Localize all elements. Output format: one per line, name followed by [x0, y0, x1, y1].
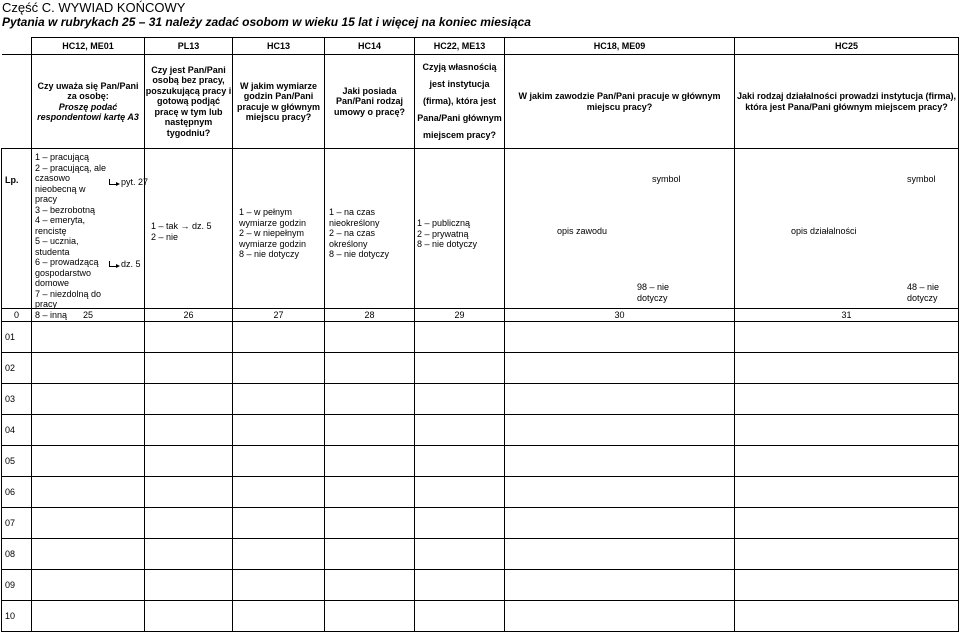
table-row [2, 415, 959, 446]
answer-option: 8 – nie dotyczy [417, 239, 478, 249]
answer-cell[interactable] [325, 570, 415, 601]
answer-cell[interactable] [735, 477, 959, 508]
answer-cell[interactable] [145, 322, 233, 353]
answer-cell[interactable] [325, 384, 415, 415]
question-27: W jakim wymiarze godzin Pan/Pani pracuje w głównym miejscu pracy? [233, 55, 325, 149]
answer-list-27 [239, 207, 323, 260]
answer-cell[interactable] [415, 415, 505, 446]
answer-option: 3 – bezrobotną [35, 204, 96, 215]
answer-option: 4 – emeryta, rencistę [35, 215, 86, 236]
lp-label: Lp. [5, 175, 19, 185]
row-number: 08 [2, 539, 32, 570]
question-26: Czy jest Pan/Pani osobą bez pracy, poszukującą pracy i gotową podjąć pracę w tym lub następnym tygodniu? [145, 55, 233, 149]
answer-cell[interactable] [735, 384, 959, 415]
question-25-instruction: Proszę podać respondentowi kartę A3 [37, 101, 139, 122]
answer-options-row [2, 149, 959, 309]
answer-option: 2 – prywatną [417, 228, 469, 239]
answers-28 [325, 149, 415, 309]
code-cell: HC18, ME09 [505, 38, 735, 55]
answer-cell[interactable] [32, 446, 145, 477]
answer-cell[interactable] [505, 322, 735, 353]
answer-cell[interactable] [325, 601, 415, 632]
answer-cell[interactable] [505, 353, 735, 384]
answer-cell[interactable] [415, 570, 505, 601]
answer-cell[interactable] [32, 477, 145, 508]
answer-cell[interactable] [32, 601, 145, 632]
question-25-text: Czy uważa się Pan/Pani za osobę: [37, 80, 139, 101]
column-number: 27 [233, 309, 325, 322]
not-applicable-label: 98 – nie dotyczy [637, 282, 670, 303]
answer-cell[interactable] [735, 601, 959, 632]
code-row [2, 38, 959, 55]
answer-cell[interactable] [505, 446, 735, 477]
row-number: 10 [2, 601, 32, 632]
question-25 [32, 55, 145, 149]
answer-list-25 [35, 152, 107, 320]
lp-cell [2, 149, 32, 309]
answer-rows [2, 322, 959, 632]
code-cell: HC22, ME13 [415, 38, 505, 55]
occupation-description-label: opis zawodu [557, 226, 608, 236]
column-number-row [2, 309, 959, 322]
table-row [2, 322, 959, 353]
row-number: 05 [2, 446, 32, 477]
column-number: 29 [415, 309, 505, 322]
answer-cell[interactable] [145, 384, 233, 415]
answer-cell[interactable] [735, 353, 959, 384]
answer-cell[interactable] [325, 477, 415, 508]
answer-cell[interactable] [233, 415, 325, 446]
answer-cell[interactable] [735, 539, 959, 570]
answer-cell[interactable] [32, 322, 145, 353]
answer-cell[interactable] [233, 601, 325, 632]
table-row [2, 508, 959, 539]
answer-option: 1 – w pełnym wymiarze godzin [239, 207, 307, 228]
answer-cell[interactable] [415, 601, 505, 632]
not-applicable-label: 48 – nie dotyczy [907, 282, 940, 303]
answer-option: 2 – w niepełnym wymiarze godzin [239, 228, 307, 249]
answer-cell[interactable] [233, 353, 325, 384]
goto-label: pyt. 27 [121, 177, 149, 187]
answer-option: 1 – na czas nieokreślony [329, 207, 380, 228]
answer-cell[interactable] [325, 322, 415, 353]
answer-cell[interactable] [735, 508, 959, 539]
page-title: Część C. WYWIAD KOŃCOWY [2, 0, 186, 15]
code-cell: PL13 [145, 38, 233, 55]
answer-cell[interactable] [233, 539, 325, 570]
answer-cell[interactable] [505, 508, 735, 539]
answer-cell[interactable] [145, 415, 233, 446]
answer-cell[interactable] [415, 508, 505, 539]
page-subtitle: Pytania w rubrykach 25 – 31 należy zadać osobom w wieku 15 lat i więcej na koniec miesiąca [2, 15, 531, 29]
answer-cell[interactable] [415, 322, 505, 353]
table-row [2, 539, 959, 570]
question-28: Jaki posiada Pan/Pani rodzaj umowy o pracę? [325, 55, 415, 149]
symbol-label: symbol [907, 174, 936, 184]
answer-option: 6 – prowadzącą gospodarstwo domowe [35, 257, 99, 288]
goto-q27 [109, 177, 148, 188]
question-row [2, 55, 959, 149]
answer-cell[interactable] [505, 477, 735, 508]
question-30: W jakim zawodzie Pan/Pani pracuje w głównym miejscu pracy? [505, 55, 735, 149]
goto-dz5 [109, 259, 141, 270]
table-row [2, 601, 959, 632]
answer-cell[interactable] [145, 539, 233, 570]
column-number: 28 [325, 309, 415, 322]
answer-cell[interactable] [32, 570, 145, 601]
answer-cell[interactable] [505, 384, 735, 415]
answer-cell[interactable] [233, 446, 325, 477]
column-number: 0 [2, 309, 32, 322]
answer-cell[interactable] [145, 446, 233, 477]
row-number: 07 [2, 508, 32, 539]
table-row [2, 477, 959, 508]
answer-cell[interactable] [145, 570, 233, 601]
answer-cell[interactable] [325, 508, 415, 539]
answer-cell[interactable] [505, 415, 735, 446]
row-number: 03 [2, 384, 32, 415]
answer-cell[interactable] [325, 539, 415, 570]
column-number: 31 [735, 309, 959, 322]
table-row [2, 446, 959, 477]
answers-27 [233, 149, 325, 309]
answer-cell[interactable] [735, 570, 959, 601]
code-cell: HC12, ME01 [32, 38, 145, 55]
row-number: 01 [2, 322, 32, 353]
answer-cell[interactable] [325, 446, 415, 477]
answer-cell[interactable] [735, 446, 959, 477]
answer-cell[interactable] [325, 415, 415, 446]
answer-list-26 [151, 221, 212, 242]
row-number: 06 [2, 477, 32, 508]
answer-cell[interactable] [32, 539, 145, 570]
arrow-icon [109, 261, 121, 268]
answer-cell[interactable] [145, 601, 233, 632]
arrow-icon [109, 179, 121, 186]
survey-table [1, 37, 959, 632]
column-number: 26 [145, 309, 233, 322]
answer-cell[interactable] [145, 353, 233, 384]
answer-option: 1 – publiczną [417, 218, 471, 228]
answer-option: 2 – pracującą, ale czasowo nieobecną w pracy [35, 162, 107, 204]
answer-cell[interactable] [415, 353, 505, 384]
answers-26 [145, 149, 233, 309]
answer-cell[interactable] [233, 508, 325, 539]
answer-option: 2 – nie [151, 231, 179, 242]
answer-cell[interactable] [32, 353, 145, 384]
answer-option: 7 – niezdolną do pracy [35, 288, 102, 309]
answer-cell[interactable] [233, 384, 325, 415]
code-cell: HC14 [325, 38, 415, 55]
answer-cell[interactable] [415, 477, 505, 508]
answer-option: 1 – pracującą [35, 152, 90, 162]
answer-list-29 [417, 218, 477, 250]
answer-option: 8 – inną [35, 309, 68, 320]
table-row [2, 384, 959, 415]
question-29: Czyją własnością jest instytucja (firma), która jest Pana/Pani głównym miejscem pracy? [415, 55, 505, 149]
table-row [2, 570, 959, 601]
answer-cell[interactable] [145, 508, 233, 539]
answer-cell[interactable] [32, 508, 145, 539]
table-row [2, 353, 959, 384]
code-cell: HC25 [735, 38, 959, 55]
row-number: 02 [2, 353, 32, 384]
answer-cell[interactable] [32, 384, 145, 415]
row-number: 09 [2, 570, 32, 601]
answers-31 [735, 149, 959, 309]
answer-option: 2 – na czas określony [329, 228, 376, 249]
answer-cell[interactable] [145, 477, 233, 508]
answer-cell[interactable] [415, 384, 505, 415]
answer-cell[interactable] [32, 415, 145, 446]
answer-cell[interactable] [735, 415, 959, 446]
symbol-label: symbol [652, 174, 681, 184]
activity-description-label: opis działalności [791, 226, 857, 236]
answer-cell[interactable] [505, 539, 735, 570]
answer-option: 8 – nie dotyczy [329, 249, 390, 259]
answer-cell[interactable] [233, 477, 325, 508]
answers-29 [415, 149, 505, 309]
answer-list-28 [329, 207, 401, 260]
goto-label: dz. 5 [121, 259, 141, 269]
column-number: 30 [505, 309, 735, 322]
answer-option: 5 – ucznia, studenta [35, 236, 79, 257]
answers-30 [505, 149, 735, 309]
answer-cell[interactable] [415, 539, 505, 570]
answer-cell[interactable] [735, 322, 959, 353]
answer-cell[interactable] [505, 570, 735, 601]
question-31: Jaki rodzaj działalności prowadzi instytucja (firma), która jest Pana/Pani głównym miejscem pracy? [735, 55, 959, 149]
answer-cell[interactable] [505, 601, 735, 632]
answer-cell[interactable] [233, 570, 325, 601]
column-number: 25 [32, 309, 145, 322]
answer-cell[interactable] [415, 446, 505, 477]
answer-option: 8 – nie dotyczy [239, 249, 300, 259]
answer-cell[interactable] [325, 353, 415, 384]
answer-option: 1 – tak → dz. 5 [151, 221, 212, 231]
answer-cell[interactable] [233, 322, 325, 353]
code-cell: HC13 [233, 38, 325, 55]
row-number: 04 [2, 415, 32, 446]
